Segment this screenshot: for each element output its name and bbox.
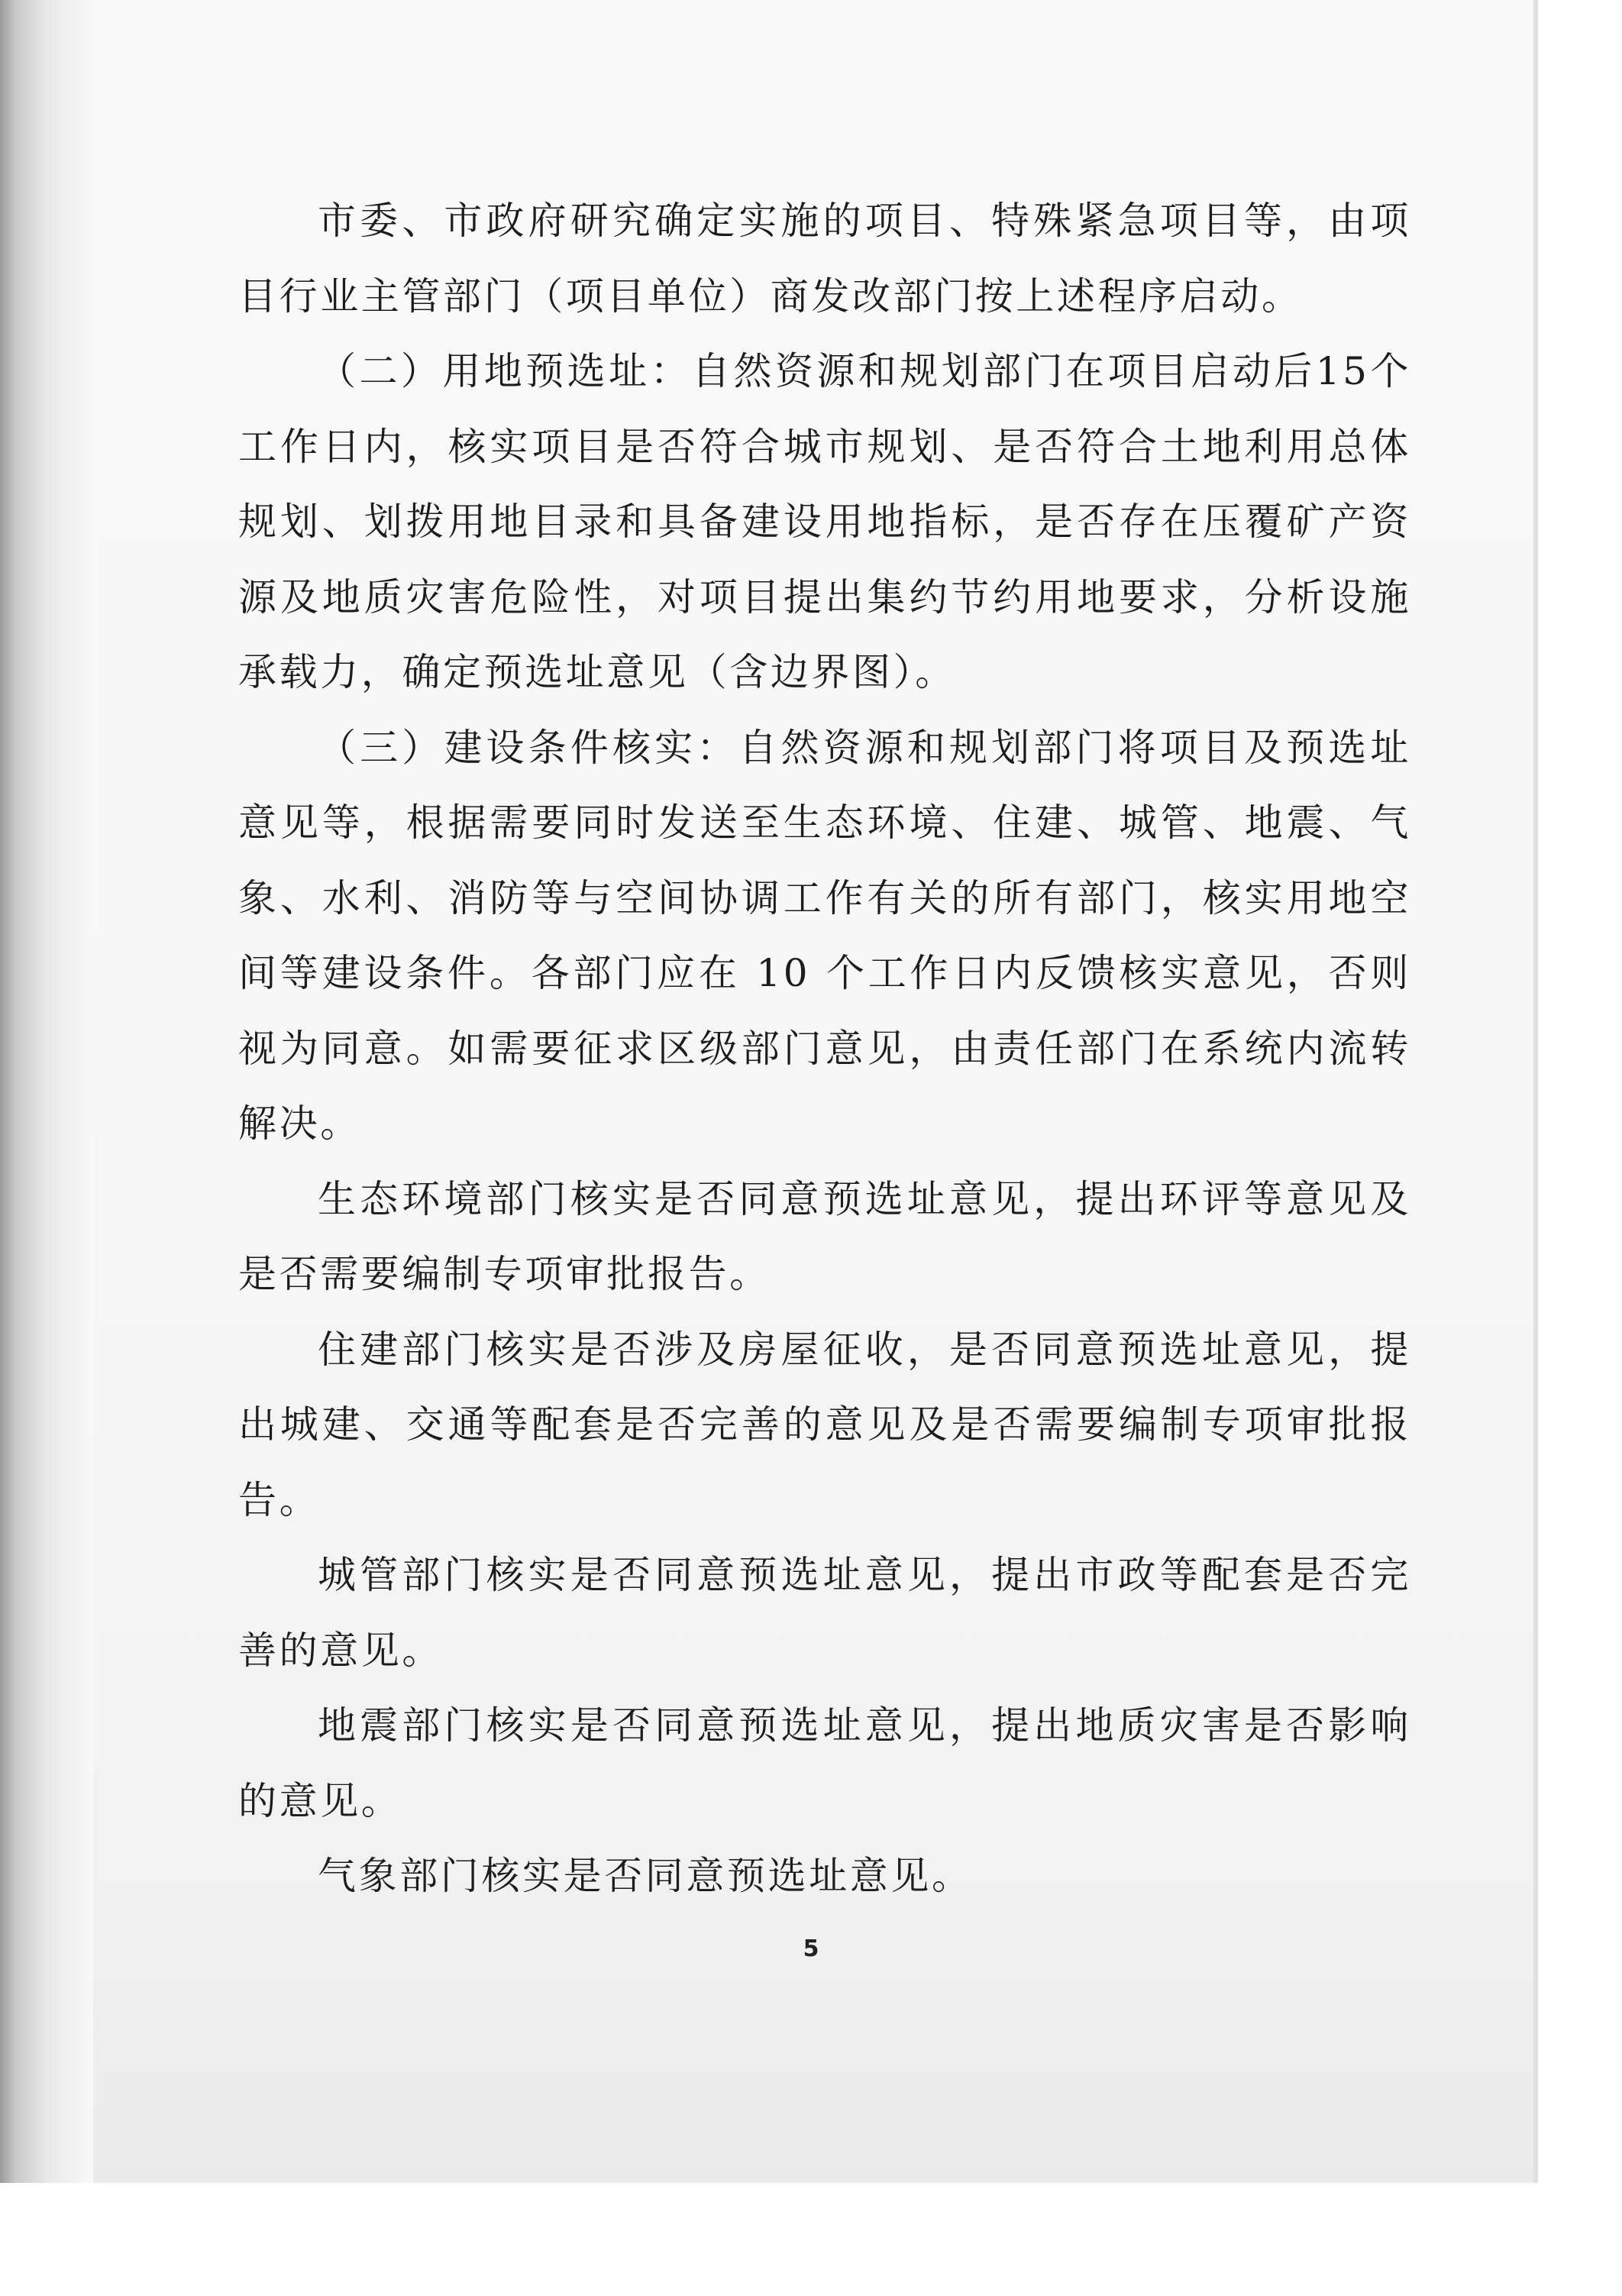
document-page bbox=[93, 0, 1536, 2183]
page-number: 5 bbox=[803, 1935, 819, 1962]
paragraph-site-preselection: （二）用地预选址：自然资源和规划部门在项目启动后15个工作日内，核实项目是否符合城市规划、是否符合土地利用总体规划、划拨用地目录和具备建设用地指标，是否存在压覆矿产资源及地质灾害危险性，对项目提出集约节约用地要求，分析设施承载力，确定预选址意见（含边界图）。 bbox=[238, 349, 1411, 694]
scan-margin-bottom bbox=[0, 2183, 1622, 2296]
paragraph-ecology-department: 生态环境部门核实是否同意预选址意见，提出环评等意见及是否需要编制专项审批报告。 bbox=[238, 1176, 1411, 1296]
paragraph-meteorology-department: 气象部门核实是否同意预选址意见。 bbox=[318, 1854, 973, 1898]
paragraph-housing-department: 住建部门核实是否涉及房屋征收，是否同意预选址意见，提出城建、交通等配套是否完善的意见及是否需要编制专项审批报告。 bbox=[238, 1327, 1411, 1522]
page-edge bbox=[1533, 0, 1538, 2183]
paragraph-earthquake-department: 地震部门核实是否同意预选址意见，提出地质灾害是否影响的意见。 bbox=[238, 1703, 1411, 1823]
paragraph-construction-conditions: （三）建设条件核实：自然资源和规划部门将项目及预选址意见等，根据需要同时发送至生态环境、住建、城管、地震、气象、水利、消防等与空间协调工作有关的所有部门，核实用地空间等建设条件。各部门应在 10 个工作日内反馈核实意见，否则视为同意。如需要征求区级部门意见，由责任部门在系统内流转解决。 bbox=[238, 725, 1411, 1146]
document-body bbox=[238, 183, 1411, 1914]
paragraph-project-start: 市委、市政府研究确定实施的项目、特殊紧急项目等，由项目行业主管部门（项目单位）商发改部门按上述程序启动。 bbox=[238, 199, 1411, 319]
paragraph-urban-management: 城管部门核实是否同意预选址意见，提出市政等配套是否完善的意见。 bbox=[238, 1553, 1411, 1673]
